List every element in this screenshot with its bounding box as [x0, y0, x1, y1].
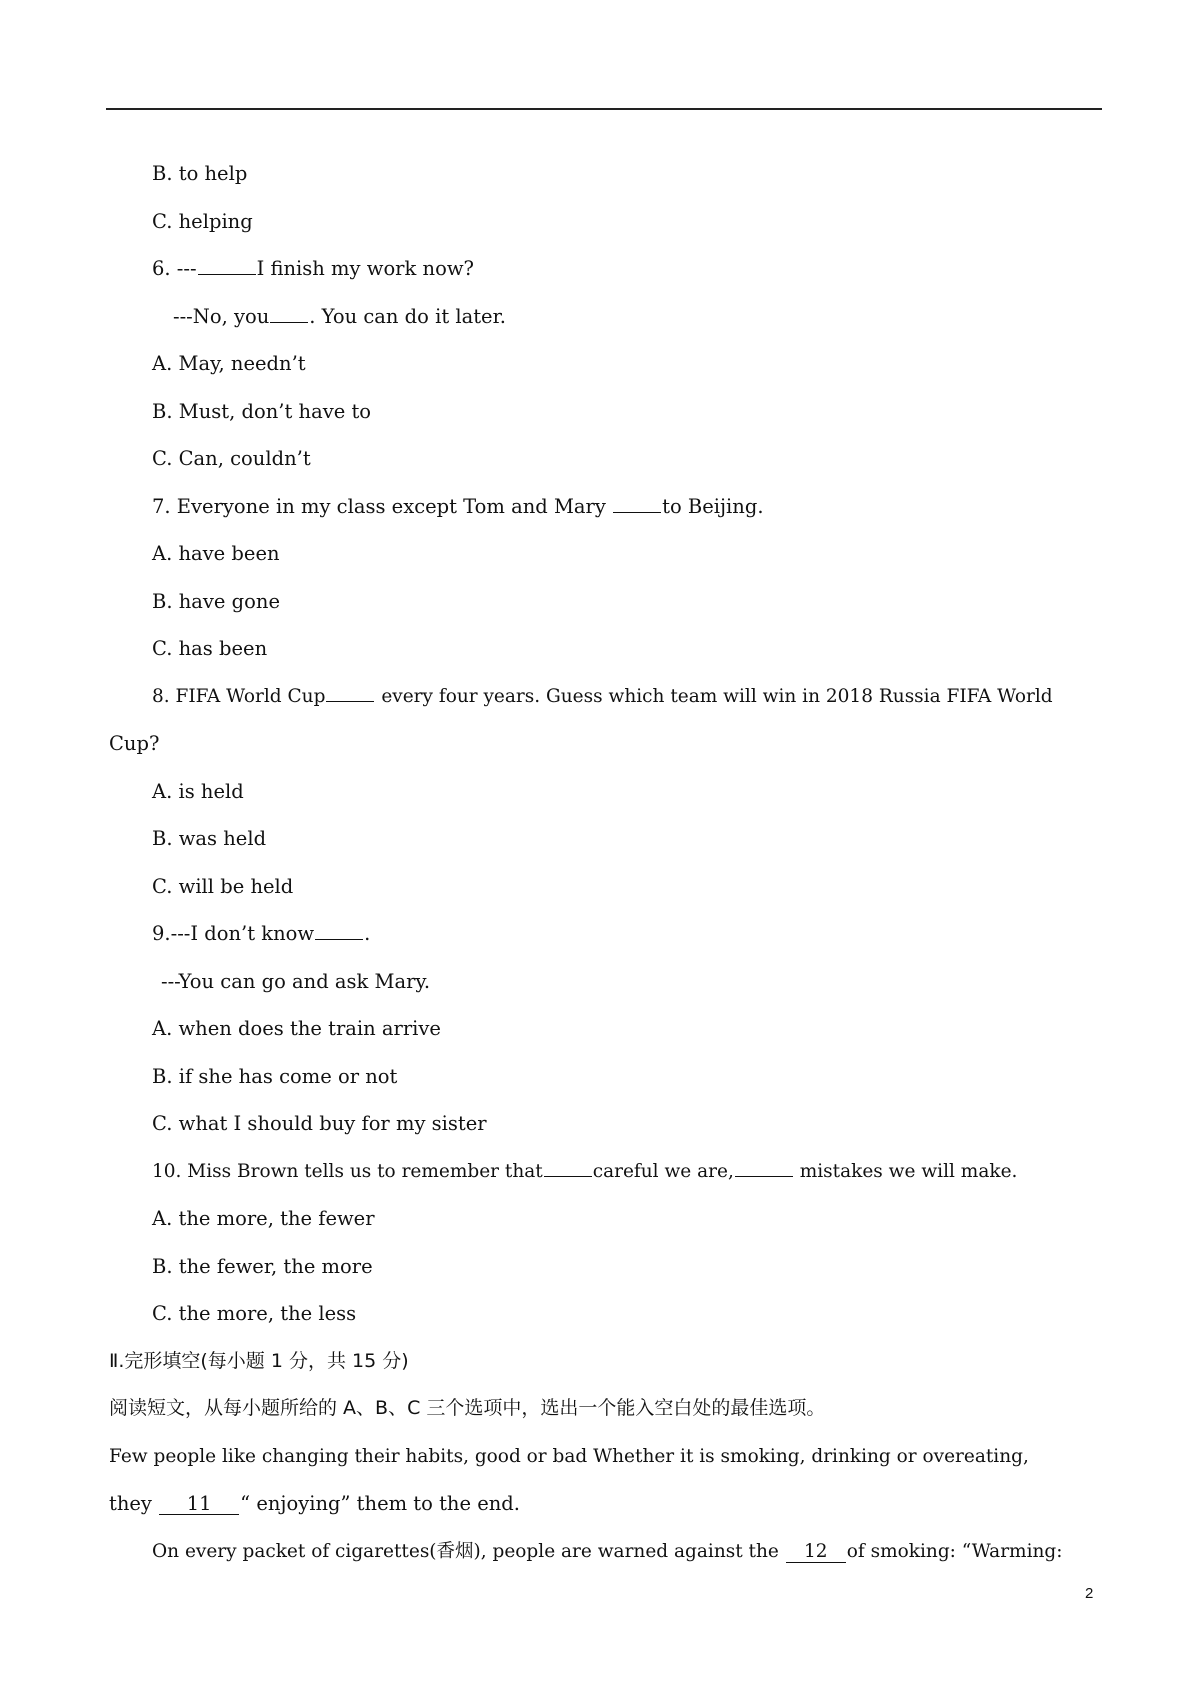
q10-option-a: A. the more, the fewer — [152, 1207, 375, 1230]
q7-option-b: B. have gone — [152, 589, 280, 613]
q7-option-a: A. have been — [152, 542, 280, 565]
answer-blank — [270, 302, 308, 323]
page-number: 2 — [1085, 1585, 1094, 1602]
q5-option-c: C. helping — [152, 209, 253, 233]
answer-blank — [544, 1156, 592, 1177]
question-6-stem: 6. --- I finish my work now? — [109, 245, 1104, 293]
q8-option-c: C. will be held — [152, 874, 294, 898]
q6-option-b: B. Must, don’t have to — [152, 399, 372, 423]
passage-line: On every packet of cigarettes(香烟), people are warned against the 12 of smoking: “Warming: — [152, 1540, 1063, 1562]
question-7-stem: 7. Everyone in my class except Tom and Mary to Beijing. — [109, 483, 1104, 531]
page-content — [109, 150, 1104, 1575]
question-8-stem-continued: Cup? — [109, 732, 160, 755]
question-9-reply: ---You can go and ask Mary. — [161, 969, 431, 993]
section-2-heading: Ⅱ.完形填空(每小题 1 分，共 15 分) — [109, 1349, 409, 1372]
passage-line: Few people like changing their habits, good or bad Whether it is smoking, drinking or overeating, — [109, 1445, 1029, 1467]
q6-option-c: C. Can, couldn’t — [152, 447, 311, 470]
q10-option-c: C. the more, the less — [152, 1302, 357, 1325]
q8-option-a: A. is held — [152, 779, 244, 803]
q6-option-a: A. May, needn’t — [152, 352, 306, 375]
question-6-reply: ---No, you . You can do it later. — [109, 293, 1104, 341]
q9-option-c: C. what I should buy for my sister — [152, 1112, 487, 1135]
question-8-stem: 8. FIFA World Cup every four years. Guess which team will win in 2018 Russia FIFA World — [109, 673, 1104, 721]
cloze-blank-12: 12 — [786, 1542, 846, 1563]
answer-blank — [198, 254, 256, 275]
answer-blank — [735, 1156, 793, 1177]
question-10-stem: 10. Miss Brown tells us to remember that careful we are, mistakes we will make. — [109, 1148, 1104, 1196]
answer-blank — [613, 492, 661, 513]
question-9-stem: 9.---I don’t know . — [109, 910, 1104, 958]
q9-option-a: A. when does the train arrive — [152, 1017, 441, 1040]
section-2-instruction: 阅读短文，从每小题所给的 A、B、C 三个选项中，选出一个能入空白处的最佳选项。 — [109, 1397, 826, 1419]
answer-blank — [315, 919, 363, 940]
q5-option-b: B. to help — [152, 162, 248, 185]
q7-option-c: C. has been — [152, 637, 268, 660]
q9-option-b: B. if she has come or not — [152, 1064, 398, 1088]
header-rule — [106, 108, 1102, 110]
q8-option-b: B. was held — [152, 827, 267, 850]
answer-blank — [326, 681, 374, 702]
q10-option-b: B. the fewer, the more — [152, 1254, 373, 1278]
cloze-blank-11: 11 — [159, 1494, 239, 1515]
passage-line: they 11 “ enjoying” them to the end. — [109, 1492, 520, 1515]
